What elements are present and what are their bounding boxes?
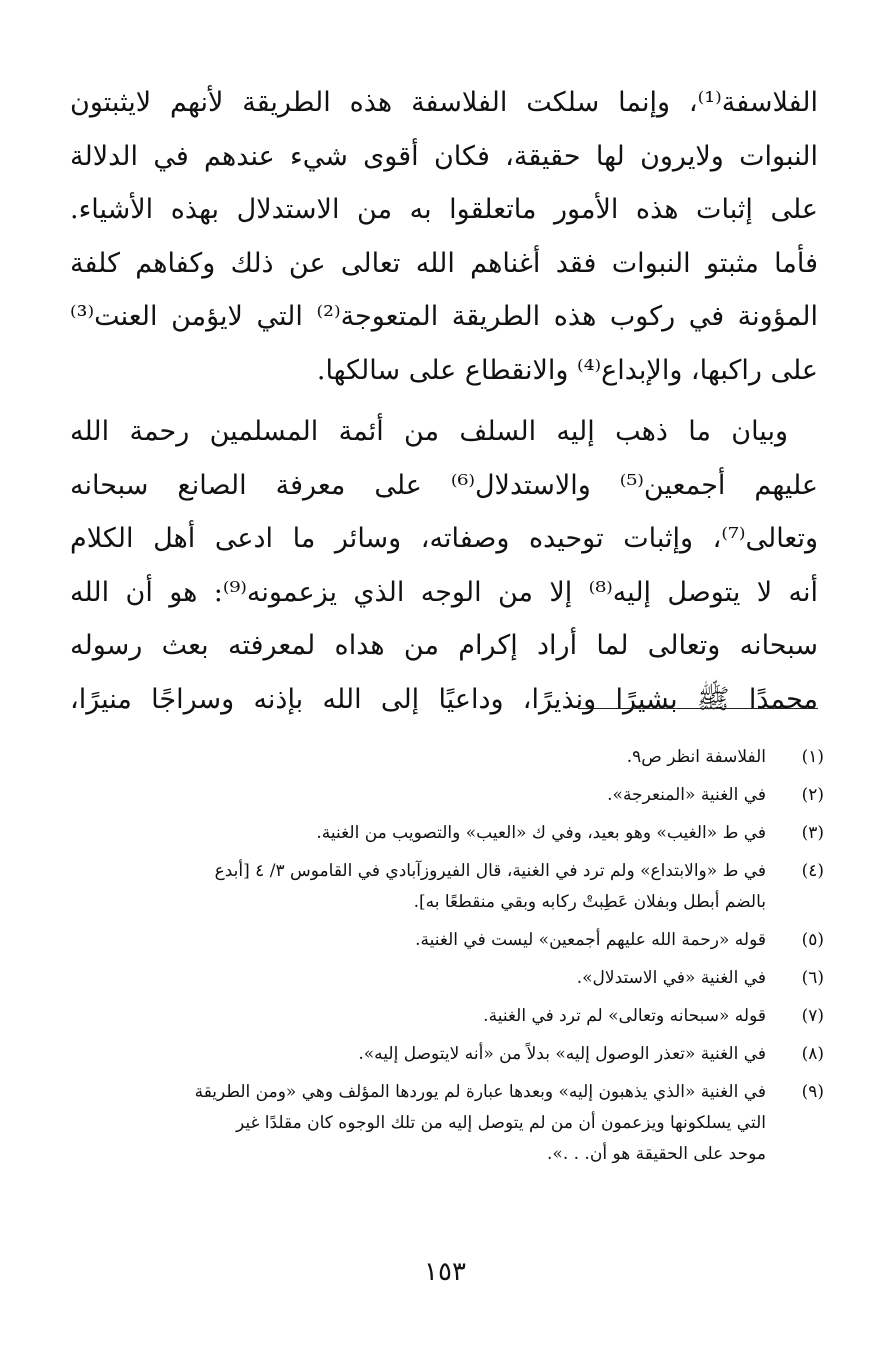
- text-line: على إثبات هذه الأمور ماتعلقوا به من الاستدلال بهذه الأشياء.: [70, 194, 818, 225]
- footnote-line: في الغنية «المنعرجة».: [607, 785, 766, 805]
- footnote-line: قوله «سبحانه وتعالى» لم ترد في الغنية.: [483, 1006, 766, 1026]
- paragraph-gap: [70, 397, 818, 405]
- footnote: [64, 742, 824, 773]
- text-line: وتعالى⁽⁷⁾، وإثبات توحيده وصفاته، وسائر ما ادعى أهل الكلام: [70, 523, 818, 554]
- footnote-text: [64, 963, 766, 994]
- footnote-text: [64, 1001, 766, 1032]
- text-line: سبحانه وتعالى لما أراد إكرام من هداه لمعرفته بعث رسوله: [70, 630, 818, 661]
- text-line: النبوات ولايرون لها حقيقة، فكان أقوى شيء عندهم في الدلالة: [70, 140, 818, 172]
- paragraph-1: [70, 76, 818, 397]
- footnote-line: قوله «رحمة الله عليهم أجمعين» ليست في الغنية.: [415, 930, 766, 950]
- footnote-number: (١): [801, 747, 824, 767]
- footnote-number: (٤): [801, 861, 824, 881]
- footnote-text: [64, 856, 766, 918]
- footnote-number: (٣): [801, 823, 824, 843]
- footnote-number: (٢): [801, 785, 824, 805]
- page-number: ١٥٣: [424, 1257, 466, 1287]
- footnote-line: الفلاسفة انظر ص٩.: [626, 747, 766, 767]
- text-line: المؤونة في ركوب هذه الطريقة المتعوجة⁽²⁾ التي لايؤمن العنت⁽³⁾: [70, 301, 818, 332]
- footnote: [64, 963, 824, 994]
- footnote-line: في الغنية «الذي يذهبون إليه» وبعدها عبارة لم يوردها المؤلف وهي «ومن الطريقة: [194, 1082, 766, 1102]
- text-line: وبيان ما ذهب إليه السلف من أئمة المسلمين رحمة الله: [70, 416, 788, 447]
- footnote-line: التي يسلكونها ويزعمون أن من لم يتوصل إليه من تلك الوجوه كان مقلدًا غير: [235, 1113, 766, 1133]
- footnote-line: موحد على الحقيقة هو أن. . .».: [547, 1144, 766, 1164]
- text-line: الفلاسفة⁽¹⁾، وإنما سلكت الفلاسفة هذه الطريقة لأنهم لايثبتون: [70, 87, 818, 118]
- footnote-text: [64, 1039, 766, 1070]
- footnote: [64, 1077, 824, 1170]
- footnote-text: [64, 742, 766, 773]
- footnotes: [64, 742, 824, 1177]
- text-line: أنه لا يتوصل إليه⁽⁸⁾ إلا من الوجه الذي يزعمونه⁽⁹⁾: هو أن الله: [70, 576, 818, 608]
- footnote: [64, 780, 824, 811]
- footnote-line: في الغنية «في الاستدلال».: [576, 968, 766, 988]
- text-line: محمدًا ﷺ بشيرًا ونذيرًا، وداعيًا إلى الله بإذنه وسراجًا منيرًا،: [70, 683, 818, 715]
- footnote-text: [64, 818, 766, 849]
- footnote-divider: [578, 708, 818, 709]
- footnote-number: (٥): [801, 930, 824, 950]
- footnote: [64, 818, 824, 849]
- footnote: [64, 925, 824, 956]
- footnote-number: (٧): [801, 1006, 824, 1026]
- footnote-text: [64, 925, 766, 956]
- footnote-line: في الغنية «تعذر الوصول إليه» بدلاً من «أنه لايتوصل إليه».: [358, 1044, 766, 1064]
- footnote-line: في ط «والابتداع» ولم ترد في الغنية، قال الفيروزآبادي في القاموس ٣/ ٤ [أبدع: [214, 861, 766, 881]
- text-line: على راكبها، والإبداع⁽⁴⁾ والانقطاع على سالكها.: [316, 354, 818, 386]
- footnote-line: في ط «الغيب» وهو بعيد، وفي ك «العيب» والتصويب من الغنية.: [316, 823, 766, 843]
- footnote: [64, 1039, 824, 1070]
- paragraph-2: [70, 405, 818, 726]
- text-line: فأما مثبتو النبوات فقد أغناهم الله تعالى عن ذلك وكفاهم كلفة: [70, 247, 818, 279]
- footnote-text: [64, 780, 766, 811]
- main-text: [70, 76, 818, 726]
- footnote-number: (٩): [801, 1082, 824, 1102]
- footnote: [64, 1001, 824, 1032]
- footnote-number: (٦): [801, 968, 824, 988]
- footnote-number: (٨): [801, 1044, 824, 1064]
- footnote-line: بالضم أبطل وبفلان عَطِبتْ ركابه وبقي منقطعًا به].: [413, 892, 766, 912]
- text-line: عليهم أجمعين⁽⁵⁾ والاستدلال⁽⁶⁾ على معرفة الصانع سبحانه: [70, 469, 818, 501]
- footnote: [64, 856, 824, 918]
- footnote-text: [64, 1077, 766, 1170]
